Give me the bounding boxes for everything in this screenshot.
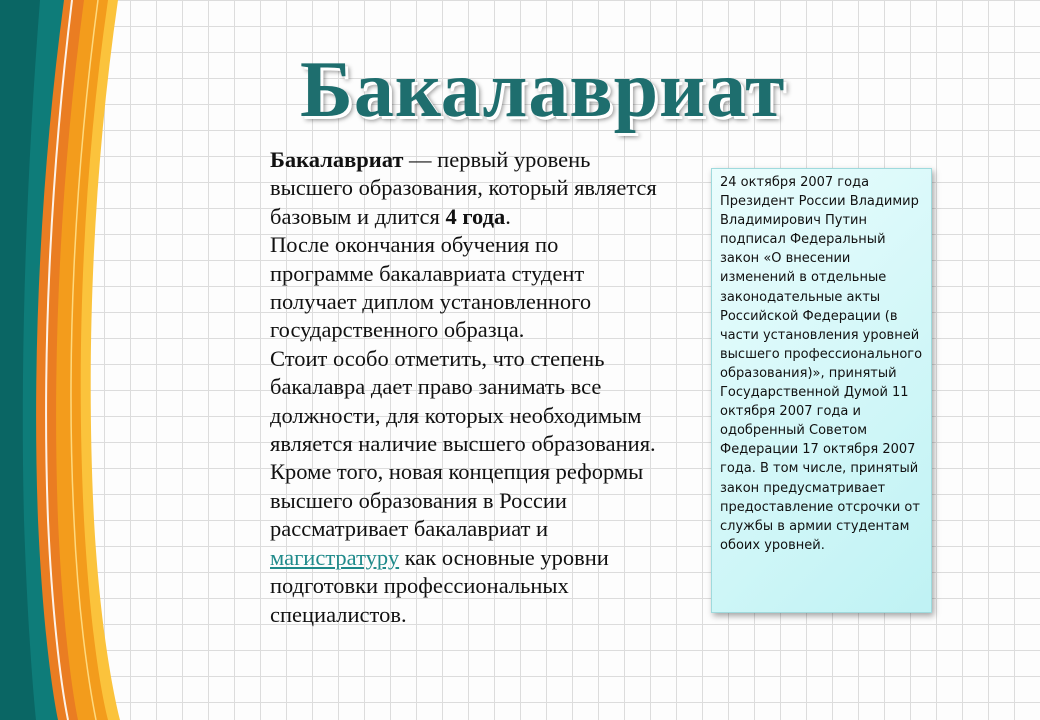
paragraph-diploma: После окончания обучения по программе бакалавриата студент получает диплом установленного государственного образца.: [270, 232, 592, 343]
main-text-block: [178, 146, 658, 629]
rights-end: как основные уровни подготовки профессиональных специалистов.: [270, 544, 609, 627]
paragraph-definition: [178, 146, 658, 231]
term-bold: Бакалавриат: [270, 147, 404, 172]
definition-text: — первый уровень высшего образования, который является базовым и длится: [270, 147, 657, 229]
paragraph-rights: [178, 345, 658, 629]
magistracy-link[interactable]: магистратуру: [270, 544, 400, 570]
law-info-box: 24 октября 2007 года Президент России Владимир Владимирович Путин подписал Федеральный закон «О внесении изменений в отдельные законодательные акты Российской Федерации (в части установления уровней высшего профессионального образования)», принятый Государственной Думой 11 октября 2007 года и одобренный Советом Федерации 17 октября 2007 года. В том числе, принятый закон предусматривает предоставление отсрочки от службы в армии студентам обоих уровней.: [711, 168, 932, 613]
decorative-side-swoosh: [0, 0, 150, 720]
rights-text: Стоит особо отметить, что степень бакалавра дает право занимать все должности, для которых необходимым является наличие высшего образования. Кроме того, новая концепция реформы высшего образования в России рассматривает бакалавриат и: [270, 345, 656, 542]
duration-bold: 4 года: [445, 203, 506, 229]
definition-end: .: [505, 203, 511, 229]
page-title: Бакалавриат: [300, 46, 786, 134]
